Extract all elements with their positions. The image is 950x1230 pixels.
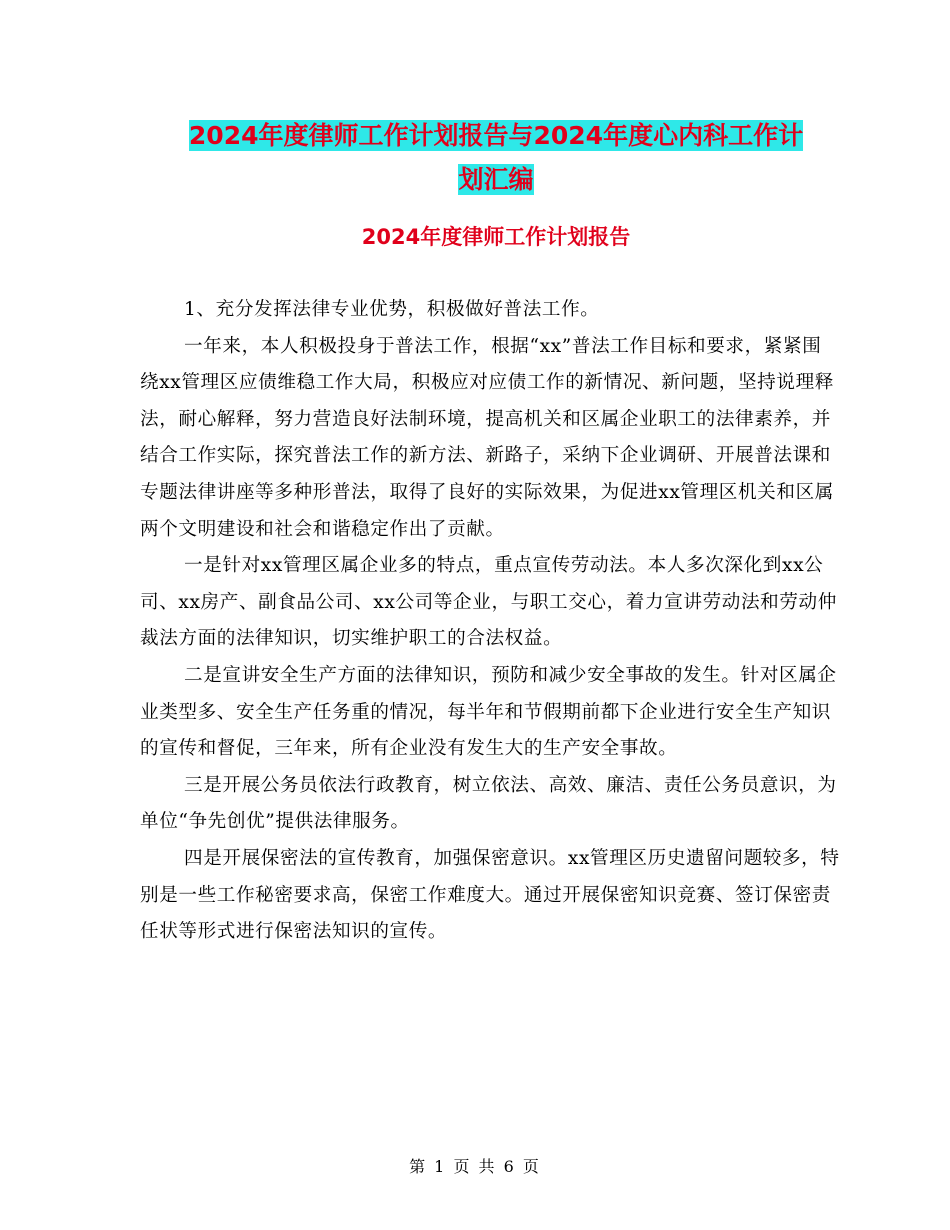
paragraph: 二是宣讲安全生产方面的法律知识，预防和减少安全事故的发生。针对区属企业类型多、安全生产任务重的情况，每半年和节假期前都下企业进行安全生产知识的宣传和督促，三年来，所有企业没有发生大的生产安全事故。 <box>140 664 837 760</box>
paragraph: 三是开展公务员依法行政教育，树立依法、高效、廉洁、责任公务员意识，为单位“争先创优”提供法律服务。 <box>140 774 837 833</box>
document-title <box>140 114 852 202</box>
paragraph: 一是针对xx管理区属企业多的特点，重点宣传劳动法。本人多次深化到xx公司、xx房产、副食品公司、xx公司等企业，与职工交心，着力宣讲劳动法和劳动仲裁法方面的法律知识，切实维护职工的合法权益。 <box>140 555 837 650</box>
paragraph: 1、充分发挥法律专业优势，积极做好普法工作。 <box>184 299 600 320</box>
title-line-2: 划汇编 <box>458 165 534 194</box>
paragraph: 四是开展保密法的宣传教育，加强保密意识。xx管理区历史遗留问题较多，特别是一些工作秘密要求高，保密工作难度大。通过开展保密知识竞赛、签订保密责任状等形式进行保密法知识的宣传。 <box>140 847 840 943</box>
title-line-1: 2024年度律师工作计划报告与2024年度心内科工作计 <box>188 121 804 150</box>
page-footer: 第 1 页 共 6 页 <box>409 1157 541 1176</box>
document-body <box>140 292 840 951</box>
paragraph: 一年来，本人积极投身于普法工作，根据“xx”普法工作目标和要求，紧紧围绕xx管理区应债维稳工作大局，积极应对应债工作的新情况、新问题，坚持说理释法，耐心解释，努力营造良好法制环境，提高机关和区属企业职工的法律素养，并结合工作实际，探究普法工作的新方法、新路子，采纳下企业调研、开展普法课和专题法律讲座等多种形普法，取得了良好的实际效果，为促进xx管理区机关和区属两个文明建设和社会和谐稳定作出了贡献。 <box>140 335 834 540</box>
section-heading: 2024年度律师工作计划报告 <box>361 225 631 249</box>
